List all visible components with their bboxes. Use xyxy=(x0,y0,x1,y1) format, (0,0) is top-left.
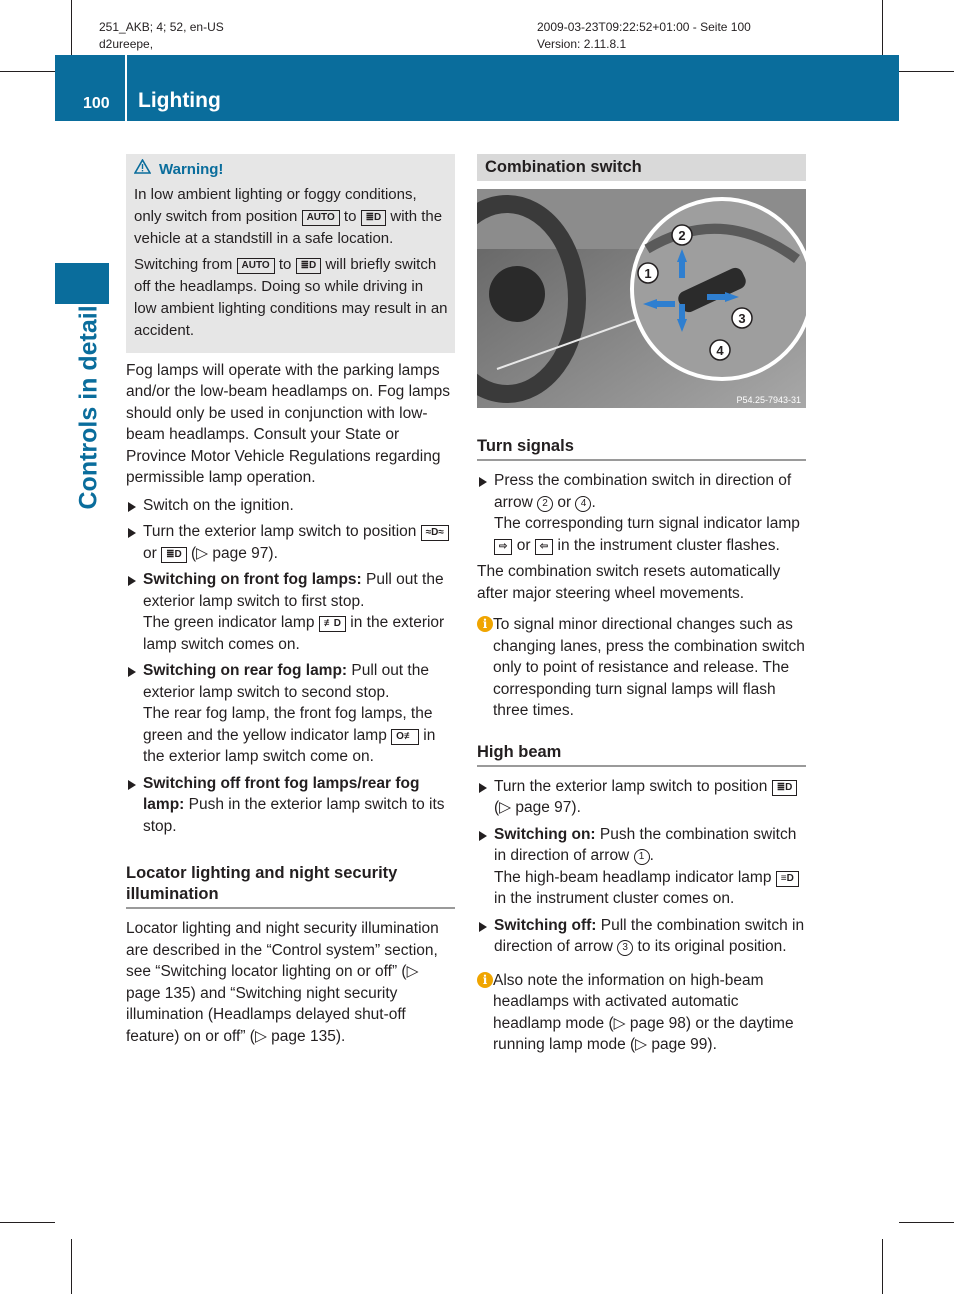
locator-heading: Locator lighting and night security illumination xyxy=(126,863,455,909)
side-tab-label: Controls in detail xyxy=(74,305,103,510)
meta-left-line1: 251_AKB; 4; 52, en-US xyxy=(99,20,224,34)
crop-mark xyxy=(0,1222,55,1223)
arrow-number-badge: 1 xyxy=(634,849,650,865)
meta-right-line2: Version: 2.11.8.1 xyxy=(537,37,627,51)
steering-wheel-photo xyxy=(477,189,806,408)
meta-right-line1: 2009-03-23T09:22:52+01:00 - Seite 100 xyxy=(537,20,751,34)
lamp-symbol-icon: AUTO xyxy=(302,210,340,226)
list-item: Switching off front fog lamps/rear fog lamp: Push in the exterior lamp switch to its stop. xyxy=(126,773,455,838)
photo-label-4: 4 xyxy=(716,343,724,358)
side-tab-label-wrap xyxy=(67,305,111,512)
turn-info-note: i To signal minor directional changes such as changing lanes, press the combination switch only to point of resistance and release. The corresponding turn signal lamps will flash three times. xyxy=(477,614,806,722)
crop-mark xyxy=(882,0,883,55)
high-beam-heading: High beam xyxy=(477,742,806,767)
left-column xyxy=(126,154,455,1047)
crop-mark xyxy=(71,1239,72,1294)
turn-left-lamp-icon: ⇦ xyxy=(535,539,553,555)
print-meta-left xyxy=(99,19,224,53)
lamp-symbol-icon: ≣D xyxy=(772,780,798,796)
crop-mark xyxy=(899,71,954,72)
list-item: Switching on front fog lamps: Pull out the exterior lamp switch to first stop. The green indicator lamp ≢D in the exterior lamp switch comes on. xyxy=(126,569,455,655)
high-beam-lamp-icon: ≡D xyxy=(776,871,799,887)
warning-triangle-icon xyxy=(134,159,151,181)
photo-label-3: 3 xyxy=(738,311,746,326)
list-item: Switching on: Push the combination switch in direction of arrow 1 . The high-beam headlamp indicator lamp ≡D in the instrument cluster comes on. xyxy=(477,824,806,910)
arrow-number-badge: 2 xyxy=(537,496,553,512)
header-divider xyxy=(125,55,127,121)
meta-left-line2: d2ureepe, xyxy=(99,37,154,51)
list-item: Press the combination switch in direction of arrow 2 or 4 . The corresponding turn signal indicator lamp ⇨ or ⇦ in the instrument cluster flashes. xyxy=(477,470,806,556)
warning-paragraph-1: In low ambient lighting or foggy conditions, only switch from position AUTO to ≣D with the vehicle at a standstill in a safe location. xyxy=(134,185,443,247)
lamp-symbol-icon: AUTO xyxy=(237,258,275,274)
info-icon: i xyxy=(477,972,493,988)
lamp-symbol-icon: ≢D xyxy=(319,616,346,632)
locator-paragraph: Locator lighting and night security illumination are described in the “Control system” section, see “Switching locator lighting on or off” (▷ page 135) and “Switching night security illumination (Headlamps delayed shut-off feature) on or off” (▷ page 135). xyxy=(126,920,439,1045)
photo-code: P54.25-7943-31 xyxy=(736,395,801,405)
print-meta-right xyxy=(537,19,751,53)
high-beam-info-note: i Also note the information on high-beam headlamps with activated automatic headlamp mode (▷ page 98) or the daytime running lamp mode (▷ page 99). xyxy=(477,970,806,1056)
crop-mark xyxy=(0,71,55,72)
photo-label-1: 1 xyxy=(644,266,652,281)
crop-mark xyxy=(71,0,72,55)
lamp-symbol-icon: ≣D xyxy=(296,258,322,274)
side-tab-marker xyxy=(55,263,109,304)
lamp-symbol-icon: ≈D≈ xyxy=(421,525,449,541)
section-title: Lighting xyxy=(138,89,221,112)
turn-right-lamp-icon: ⇨ xyxy=(494,539,512,555)
list-item: Turn the exterior lamp switch to position ≣D (▷ page 97). xyxy=(477,776,806,819)
warning-paragraph-2: Switching from AUTO to ≣D will briefly switch off the headlamps. Doing so while driving in low ambient lighting conditions may result in an accident. xyxy=(134,255,448,339)
info-icon: i xyxy=(477,616,493,632)
warning-title: Warning! xyxy=(159,161,224,178)
list-item: Switch on the ignition. xyxy=(126,495,455,517)
warning-heading xyxy=(134,159,448,181)
list-item: Switching on rear fog lamp: Pull out the exterior lamp switch to second stop. The rear fog lamp, the front fog lamps, the green and the yellow indicator lamp O≢ in the exterior lamp switch come on. xyxy=(126,660,455,768)
list-item: Switching off: Pull the combination switch in direction of arrow 3 to its original position. xyxy=(477,915,806,958)
photo-label-2: 2 xyxy=(678,228,686,243)
fog-intro-paragraph: Fog lamps will operate with the parking lamps and/or the low-beam headlamps on. Fog lamps should only be used in conjunction with low-beam headlamps. Consult your State or Province Motor Vehicle Regulations regarding permissible lamp operation. xyxy=(126,361,450,486)
crop-mark xyxy=(899,1222,954,1223)
lamp-symbol-icon: ≣D xyxy=(361,210,387,226)
warning-box xyxy=(126,154,455,353)
combination-switch-heading: Combination switch xyxy=(477,154,806,181)
list-item: Turn the exterior lamp switch to position ≈D≈ or ≣D (▷ page 97). xyxy=(126,521,455,564)
page-header xyxy=(55,55,899,121)
combination-switch-illustration xyxy=(477,189,806,408)
turn-reset-paragraph: The combination switch resets automatically after major steering wheel movements. xyxy=(477,563,781,602)
arrow-number-badge: 3 xyxy=(617,940,633,956)
lamp-symbol-icon: O≢ xyxy=(391,729,419,745)
page-number: 100 xyxy=(83,95,110,112)
crop-mark xyxy=(882,1239,883,1294)
lamp-symbol-icon: ≣D xyxy=(161,547,187,563)
arrow-number-badge: 4 xyxy=(575,496,591,512)
right-column xyxy=(477,154,806,1062)
turn-signals-heading: Turn signals xyxy=(477,436,806,461)
